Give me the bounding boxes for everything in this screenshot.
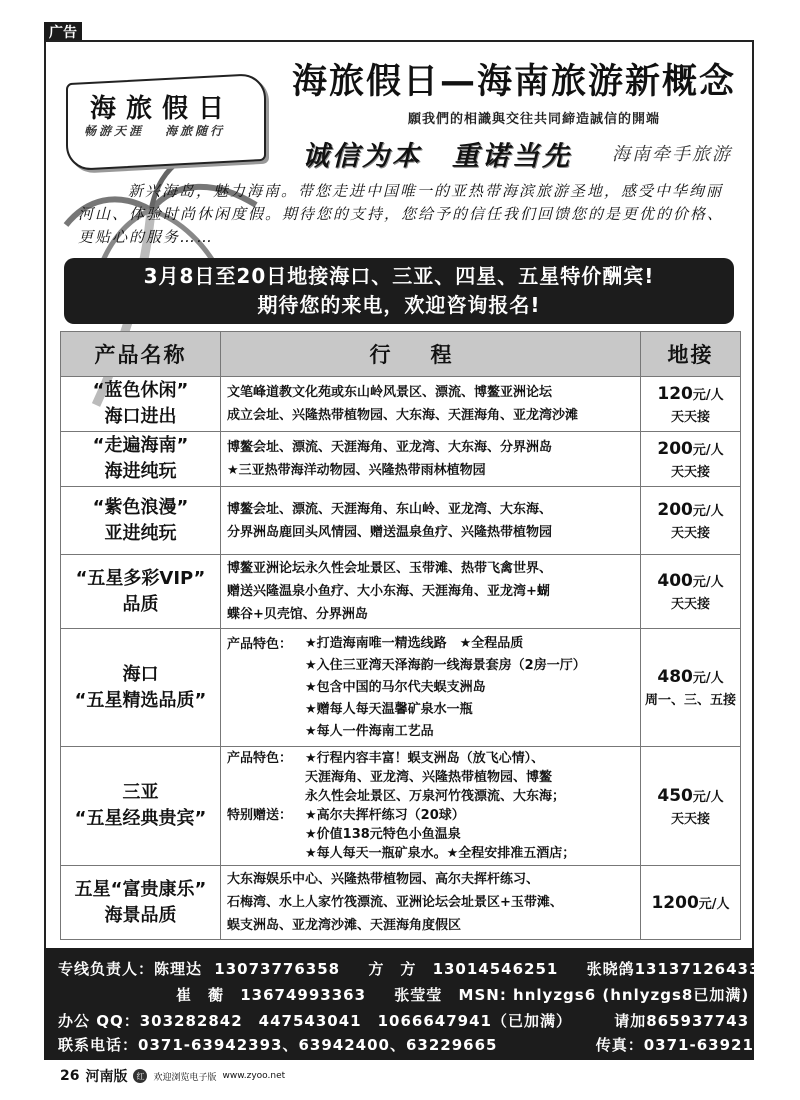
price-unit: 元/人 bbox=[698, 896, 730, 912]
table-row bbox=[61, 487, 741, 555]
price-unit: 元/人 bbox=[692, 789, 724, 805]
promo-line-2: 期待您的来电，欢迎咨询报名! bbox=[257, 293, 541, 317]
page-number: 26 bbox=[60, 1068, 80, 1084]
page-footer bbox=[60, 1066, 285, 1086]
gift-item: ★每人每天一瓶矿泉水。★全程安排准五酒店； bbox=[305, 846, 576, 861]
header-itinerary: 行程 bbox=[221, 332, 641, 377]
table-row bbox=[61, 555, 741, 629]
product-subname: 海进纯玩 bbox=[104, 461, 177, 482]
logo-subtitle: 畅游天涯 海旅随行 bbox=[84, 124, 226, 138]
itinerary-line: 蝶谷+贝壳馆、分界洲岛 bbox=[227, 607, 368, 622]
edition-label: 河南版 bbox=[85, 1069, 128, 1085]
product-subname: 亚进纯玩 bbox=[104, 522, 177, 544]
gift-item: ★高尔夫挥杆练习（20球） bbox=[305, 808, 465, 823]
logo-title: 海旅假日 bbox=[90, 94, 235, 124]
reception-schedule: 天天接 bbox=[670, 526, 710, 541]
promo-banner bbox=[64, 258, 734, 324]
price-unit: 元/人 bbox=[692, 387, 724, 403]
promo-line-1: 3月8日至20日地接海口、三亚、四星、五星特价酬宾! bbox=[143, 264, 655, 288]
header-product: 产品名称 bbox=[61, 332, 221, 377]
feature-item: 天涯海角、亚龙湾、兴隆热带植物园、博鳌 bbox=[305, 770, 553, 785]
footer-url[interactable]: www.zyoo.net bbox=[222, 1071, 286, 1081]
gift-label: 特别赠送： bbox=[227, 808, 293, 823]
price-value: 450 bbox=[657, 785, 693, 806]
motto: 诚信为本 重诺当先 bbox=[302, 141, 572, 172]
product-subname: “五星经典贵宾” bbox=[74, 808, 207, 829]
feature-item: ★包含中国的马尔代夫蜈支洲岛 bbox=[305, 679, 486, 695]
reception-schedule: 天天接 bbox=[670, 409, 710, 425]
tour-table bbox=[60, 331, 741, 940]
product-name: “五星多彩VIP” bbox=[75, 567, 206, 589]
contact-phone: 13674993363 bbox=[240, 986, 367, 1004]
footer-note: 欢迎浏览电子版 bbox=[153, 1072, 217, 1083]
tagline: 願我們的相識與交往共同締造誠信的開端 bbox=[408, 112, 661, 127]
itinerary-line: 成立会址、兴隆热带植物园、大东海、天涯海角、亚龙湾沙滩 bbox=[227, 408, 579, 423]
product-name: “紫色浪漫” bbox=[92, 496, 189, 518]
table-row bbox=[61, 629, 741, 747]
product-name: 海口 bbox=[122, 663, 159, 685]
feature-item: ★打造海南唯一精选线路 ★全程品质 bbox=[305, 635, 524, 651]
feature-label: 产品特色： bbox=[227, 636, 293, 652]
price-unit: 元/人 bbox=[692, 671, 724, 686]
product-name: 五星“富贵康乐” bbox=[74, 878, 207, 900]
feature-item: 永久性会址景区、万泉河竹筏漂流、大东海； bbox=[305, 789, 566, 804]
fax-number: 0371-63921936 bbox=[643, 1036, 789, 1054]
contact-person: 张莹莹 bbox=[394, 986, 443, 1004]
itinerary-line: 文笔峰道教文化苑或东山岭风景区、漂流、博鳌亚洲论坛 bbox=[227, 385, 553, 400]
qq-add: 请加865937743 bbox=[614, 1012, 750, 1030]
table-row bbox=[61, 747, 741, 866]
product-name: “蓝色休闲” bbox=[92, 380, 189, 401]
table-row bbox=[61, 866, 741, 940]
price-unit: 元/人 bbox=[692, 504, 724, 519]
reception-schedule: 天天接 bbox=[670, 811, 710, 827]
table-row bbox=[61, 432, 741, 487]
price-value: 480 bbox=[657, 667, 693, 687]
contact-msn: MSN: hnlyzgs6 (hnlyzgs8已加满) bbox=[458, 986, 750, 1004]
itinerary-line: 博鳌会址、漂流、天涯海角、亚龙湾、大东海、分界洲岛 bbox=[227, 440, 553, 455]
qq-label: 办公 QQ： bbox=[58, 1012, 140, 1030]
feature-label: 产品特色： bbox=[227, 751, 293, 766]
price-value: 200 bbox=[657, 438, 693, 459]
contact-person: 陈理达 bbox=[154, 960, 203, 978]
product-name: 三亚 bbox=[122, 782, 159, 803]
contact-label: 专线负责人： bbox=[58, 960, 155, 978]
feature-item: ★每人一件海南工艺品 bbox=[305, 723, 434, 739]
fax-label: 传真： bbox=[595, 1036, 644, 1054]
price-value: 200 bbox=[657, 500, 693, 520]
price-value: 120 bbox=[657, 383, 693, 404]
contact-phone: 13073776358 bbox=[214, 960, 341, 978]
intro-paragraph: 新兴海岛，魅力海南。带您走进中国唯一的亚热带海滨旅游圣地，感受中华绚丽河山、体验时尚休闲度假。期待您的支持，您给予的信任我们回馈您的是更优的价格、更贴心的服务…… bbox=[78, 182, 725, 246]
contact-person: 方 方 bbox=[368, 960, 417, 978]
product-subname: 海景品质 bbox=[104, 904, 177, 926]
feature-item: ★行程内容丰富！蜈支洲岛（放飞心情）、 bbox=[305, 751, 545, 766]
itinerary-line: 石梅湾、水上人家竹筏漂流、亚洲论坛会址景区+玉带滩、 bbox=[227, 895, 563, 910]
badge-icon: 红 bbox=[133, 1069, 147, 1083]
product-subname: “五星精选品质” bbox=[74, 689, 207, 711]
itinerary-line: 赠送兴隆温泉小鱼疗、大小东海、天涯海角、亚龙湾+蝴 bbox=[227, 584, 550, 599]
itinerary-line: 博鳌亚洲论坛永久性会址景区、玉带滩、热带飞禽世界、 bbox=[227, 561, 553, 576]
feature-item: ★入住三亚湾天泽海韵一线海景套房（2房一厅） bbox=[305, 657, 586, 673]
product-subname: 海口进出 bbox=[104, 406, 177, 427]
price-value: 1200 bbox=[651, 892, 699, 913]
qq-numbers: 303282842 447543041 1066647941（已加满） bbox=[139, 1012, 572, 1030]
itinerary-line: 蜈支洲岛、亚龙湾沙滩、天涯海角度假区 bbox=[227, 918, 462, 933]
reception-schedule: 天天接 bbox=[670, 597, 710, 612]
itinerary-line: ★三亚热带海洋动物园、兴隆热带雨林植物园 bbox=[227, 463, 486, 478]
itinerary-line: 大东海娱乐中心、兴隆热带植物园、高尔夫挥杆练习、 bbox=[227, 872, 540, 887]
tel-label: 联系电话： bbox=[58, 1036, 139, 1054]
product-subname: 品质 bbox=[122, 593, 159, 615]
product-name: “走遍海南” bbox=[92, 435, 189, 456]
price-unit: 元/人 bbox=[692, 442, 724, 458]
price-unit: 元/人 bbox=[692, 575, 724, 590]
contact-panel bbox=[44, 948, 789, 1060]
reception-schedule: 周一、三、五接 bbox=[644, 693, 736, 708]
itinerary-line: 博鳌会址、漂流、天涯海角、东山岭、亚龙湾、大东海、 bbox=[227, 501, 553, 517]
headline: 海旅假日—海南旅游新概念 bbox=[292, 62, 737, 102]
agency-name: 海南牵手旅游 bbox=[612, 144, 732, 165]
contact-person: 张晓鸽13137126433 bbox=[586, 960, 761, 978]
gift-item: ★价值138元特色小鱼温泉 bbox=[305, 827, 461, 842]
feature-item: ★赠每人每天温馨矿泉水一瓶 bbox=[305, 701, 473, 717]
table-row bbox=[61, 377, 741, 432]
contact-phone: 13014546251 bbox=[432, 960, 559, 978]
header-reception: 地接 bbox=[641, 332, 741, 377]
tel-numbers: 0371-63942393、63942400、63229665 bbox=[138, 1036, 498, 1054]
price-value: 400 bbox=[657, 571, 693, 591]
contact-person: 崔 蘅 bbox=[176, 986, 225, 1004]
table-header-row bbox=[61, 332, 741, 377]
reception-schedule: 天天接 bbox=[670, 464, 710, 480]
itinerary-line: 分界洲岛鹿回头风情园、赠送温泉鱼疗、兴隆热带植物园 bbox=[227, 524, 553, 540]
ad-tag: 广告 bbox=[44, 22, 82, 42]
